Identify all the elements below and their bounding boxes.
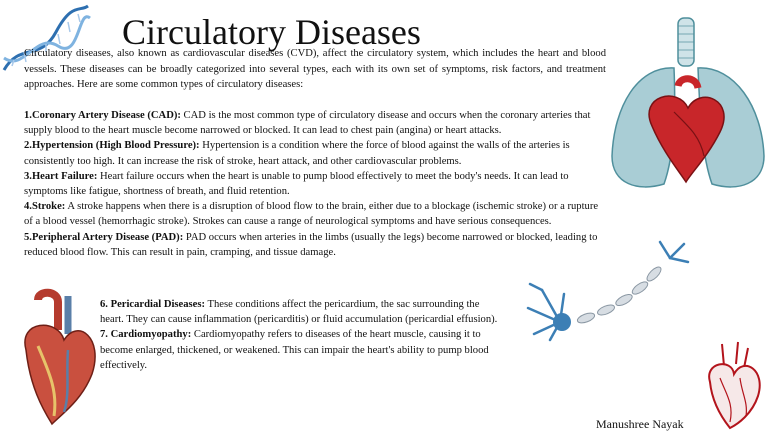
item-text: A stroke happens when there is a disruption of blood flow to the brain, either due to a blockage (ischemic stroke) or a rupture of a blood vessel (hemorrhagic stroke). Strokes can cause a range of neurological symptoms and have serious consequences. [24,201,599,228]
disease-list-continued [100,297,500,373]
item-heading: 3.Heart Failure: [24,170,98,182]
item-text: Heart failure occurs when the heart is unable to pump blood effectively to meet the body's needs. It can lead to symptoms like fatigue, shortness of breath, and fluid retention. [24,170,569,198]
anatomical-heart-illustration [8,290,104,426]
author-name: Manushree Nayak [596,417,684,431]
item-text: CAD is the most common type of circulatory disease and occurs when the coronary arteries that supply blood to the heart muscle become narrowed or blocked. It can lead to chest pain (angina) or heart attacks. [24,110,591,137]
list-item [100,297,500,327]
neuron-illustration [520,238,692,342]
item-heading: 5.Peripheral Artery Disease (PAD): [24,231,184,243]
item-text: Hypertension is a condition where the force of blood against the walls of the arteries is consistently too high. It can increase the risk of stroke, heart attack, and other cardiovascular problems. [24,140,570,167]
list-item [24,108,602,138]
heart-sketch-illustration [700,338,766,430]
item-heading: 2.Hypertension (High Blood Pressure): [24,140,200,152]
item-text: PAD occurs when arteries in the limbs (usually the legs) become narrowed or blocked, leading to reduced blood flow. This can result in pain, cramping, and tissue damage. [24,231,598,258]
item-text: Cardiomyopathy refers to diseases of the heart muscle, causing it to become enlarged, thickened, or weakened. This can impair the heart's ability to pump blood effectively. [100,329,489,371]
item-heading: 6. Pericardial Diseases: [100,299,206,310]
item-heading: 7. Cardiomyopathy: [100,329,192,341]
page-title: Circulatory Diseases [122,12,421,52]
item-heading: 1.Coronary Artery Disease (CAD): [24,110,181,121]
list-item [24,169,602,199]
disease-list [24,108,602,260]
intro-paragraph: Circulatory diseases, also known as cardiovascular diseases (CVD), affect the circulatory system, which includes the heart and blood vessels. These diseases can be broadly categorized into several types, each with its own set of symptoms, risk factors, and treatment approaches. Here are some common types of circulatory diseases: [24,48,606,90]
list-item [100,327,500,373]
item-text: These conditions affect the pericardium, the sac surrounding the heart. They can cause inflammation (pericarditis) or fluid accumulation (pericardial effusion). [100,299,498,326]
list-item [24,230,602,260]
heart-lungs-illustration [608,16,768,196]
item-heading: 4.Stroke: [24,201,66,213]
list-item [24,138,602,168]
list-item [24,199,602,229]
